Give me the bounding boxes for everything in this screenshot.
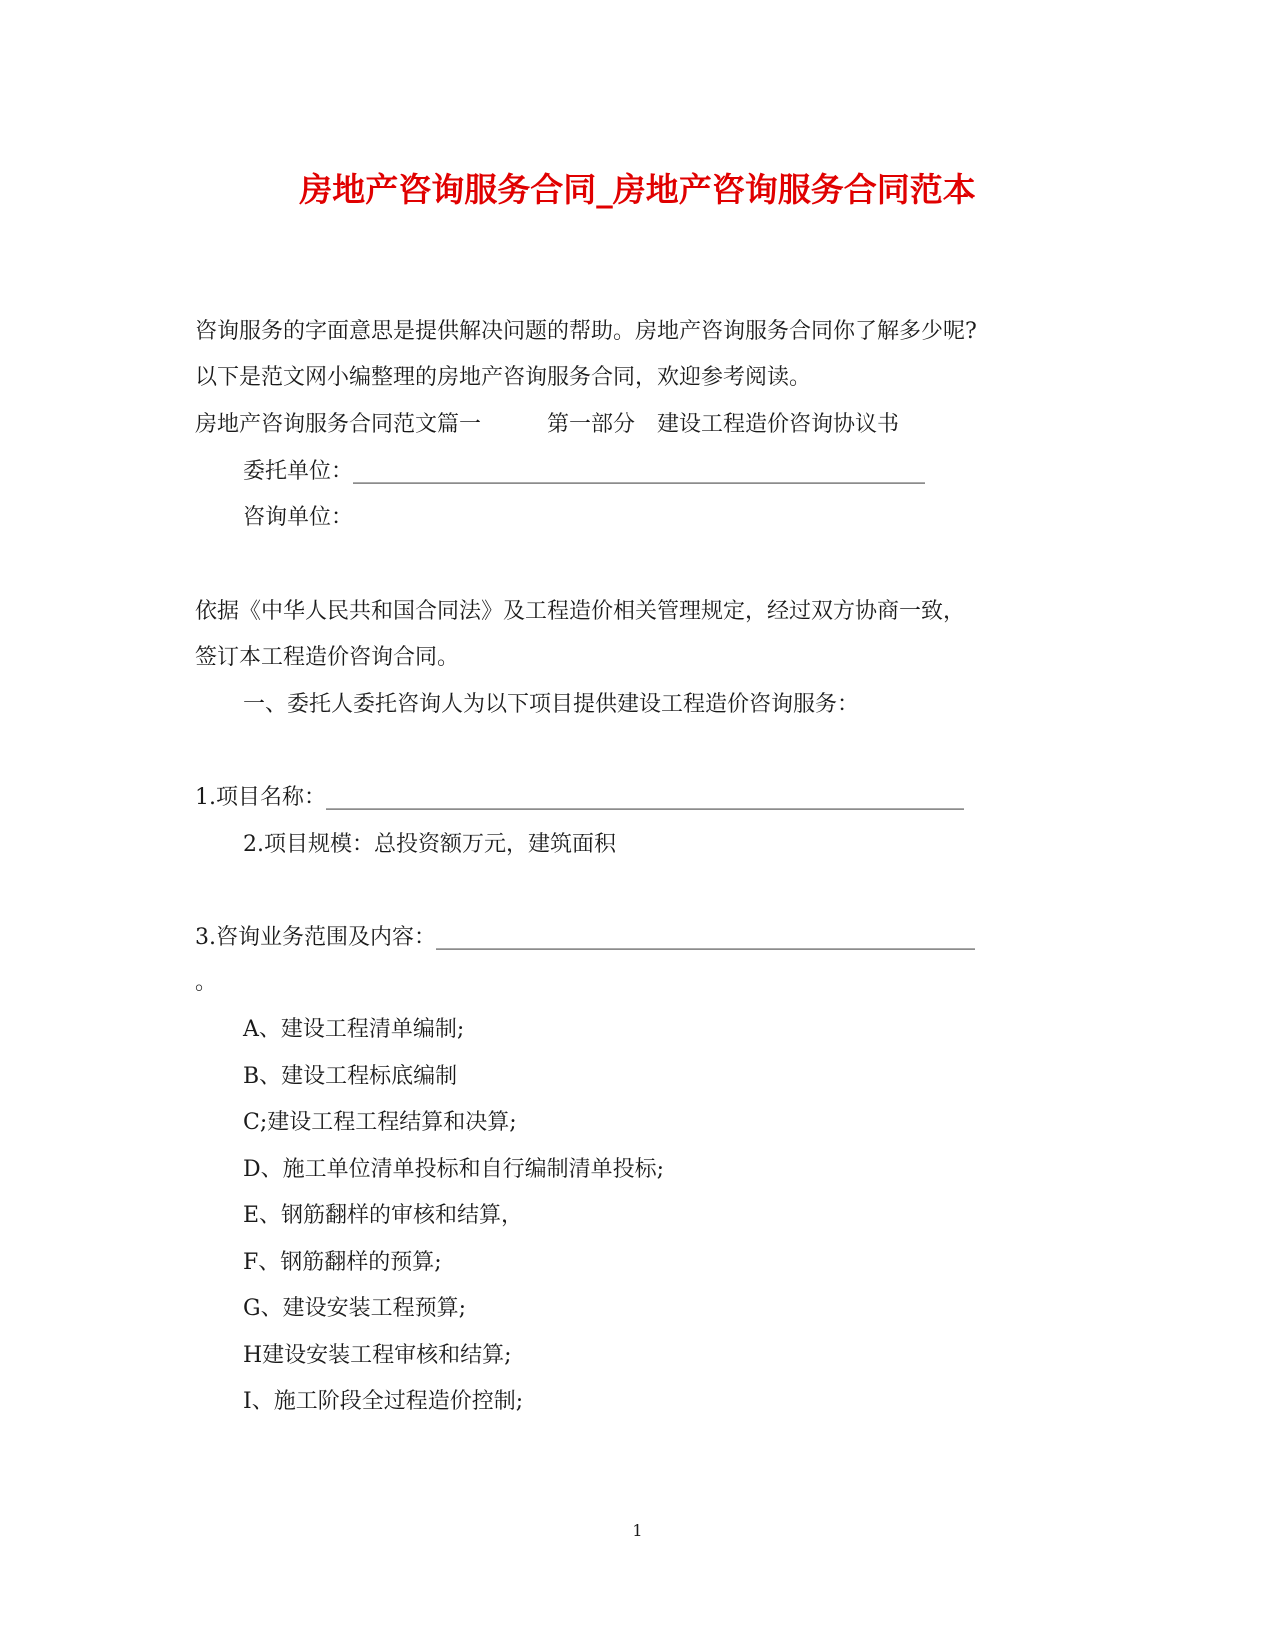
scope-field: 3.咨询业务范围及内容：_________________________________________________ bbox=[195, 925, 975, 950]
basis-line-2: 签订本工程造价咨询合同。 bbox=[195, 645, 460, 670]
clause-one: 一、委托人委托咨询人为以下项目提供建设工程造价咨询服务： bbox=[243, 692, 860, 717]
consultant-unit-field: 咨询单位： bbox=[243, 505, 354, 530]
list-item-h: H建设安装工程审核和结算; bbox=[243, 1343, 512, 1368]
basis-line-1: 依据《中华人民共和国合同法》及工程造价相关管理规定，经过双方协商一致， bbox=[195, 599, 966, 624]
list-item-e: E、钢筋翻样的审核和结算， bbox=[243, 1203, 524, 1228]
client-unit-field: 委托单位：____________________________________________________ bbox=[243, 459, 926, 484]
document-title: 房地产咨询服务合同_房地产咨询服务合同范本 bbox=[299, 170, 976, 209]
page-number: 1 bbox=[632, 1521, 643, 1540]
intro-line-2: 以下是范文网小编整理的房地产咨询服务合同，欢迎参考阅读。 bbox=[195, 365, 812, 390]
scope-field-end: 。 bbox=[195, 970, 218, 995]
list-item-a: A、建设工程清单编制; bbox=[243, 1017, 465, 1042]
project-scale: 2.项目规模：总投资额万元，建筑面积 bbox=[243, 832, 616, 857]
list-item-f: F、钢筋翻样的预算; bbox=[243, 1250, 442, 1275]
intro-line-1: 咨询服务的字面意思是提供解决问题的帮助。房地产咨询服务合同你了解多少呢? bbox=[195, 319, 977, 344]
list-item-b: B、建设工程标底编制 bbox=[243, 1064, 458, 1089]
project-name-field: 1.项目名称：__________________________________________________________ bbox=[195, 785, 964, 810]
list-item-c: C;建设工程工程结算和决算; bbox=[243, 1110, 517, 1135]
list-item-d: D、施工单位清单投标和自行编制清单投标; bbox=[243, 1157, 665, 1182]
section-heading: 房地产咨询服务合同范文篇一 第一部分 建设工程造价咨询协议书 bbox=[195, 412, 900, 437]
list-item-g: G、建设安装工程预算; bbox=[243, 1296, 466, 1321]
list-item-i: I、施工阶段全过程造价控制; bbox=[243, 1389, 524, 1414]
